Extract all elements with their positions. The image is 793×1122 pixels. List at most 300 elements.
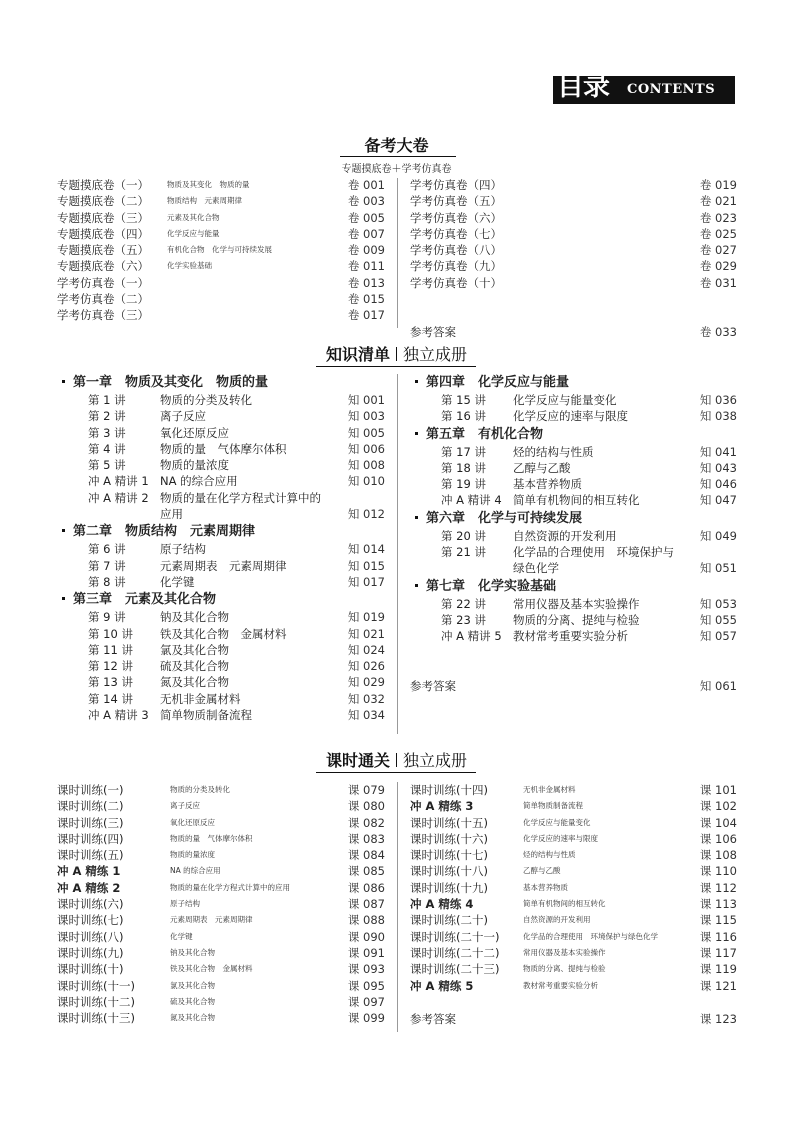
answers-page: 课 123 bbox=[699, 1011, 737, 1026]
toc-entry[interactable] bbox=[57, 945, 385, 961]
entry-note: 物质的量浓度 bbox=[170, 850, 215, 860]
entry-label: 课时训练(四) bbox=[57, 831, 124, 846]
toc-entry[interactable] bbox=[57, 831, 385, 847]
toc-entry[interactable] bbox=[410, 275, 737, 291]
lesson-entry[interactable] bbox=[57, 490, 385, 506]
toc-entry[interactable] bbox=[410, 831, 737, 847]
entry-note: 氧化还原反应 bbox=[170, 817, 215, 827]
lesson-title: 化学品的合理使用 环境保护与 bbox=[513, 545, 674, 560]
toc-entry[interactable] bbox=[57, 210, 385, 226]
entry-page: 卷 011 bbox=[347, 259, 385, 274]
entry-note: 元素及其化合物 bbox=[167, 212, 220, 222]
lesson-title: 铁及其化合物 金属材料 bbox=[160, 626, 287, 641]
bullet-icon bbox=[62, 597, 65, 600]
entry-page: 课 117 bbox=[699, 945, 737, 960]
lesson-entry[interactable] bbox=[57, 626, 385, 642]
lesson-title: 自然资源的开发利用 bbox=[513, 528, 617, 543]
toc-entry[interactable] bbox=[57, 978, 385, 994]
chapter-title: 第一章 物质及其变化 物质的量 bbox=[73, 375, 269, 390]
lesson-label: 第 8 讲 bbox=[88, 574, 126, 589]
section-exam-title: 备考大卷 bbox=[364, 136, 429, 155]
toc-entry[interactable] bbox=[57, 177, 385, 193]
answers-label: 参考答案 bbox=[410, 678, 456, 693]
lesson-title: 离子反应 bbox=[160, 409, 206, 424]
exam-left-list bbox=[57, 177, 385, 324]
lesson-page: 知 047 bbox=[699, 493, 737, 508]
toc-entry[interactable] bbox=[410, 961, 737, 977]
entry-note: 基本营养物质 bbox=[523, 882, 568, 892]
chapter-title: 第三章 元素及其化合物 bbox=[73, 592, 217, 608]
bullet-icon bbox=[415, 432, 418, 435]
lesson-label: 第 3 讲 bbox=[88, 425, 126, 440]
entry-page: 卷 007 bbox=[347, 226, 385, 241]
entry-label: 专题摸底卷（二） bbox=[57, 194, 149, 209]
chapter-heading[interactable] bbox=[410, 577, 737, 596]
lesson-title-cont: 应用 bbox=[160, 507, 183, 522]
lesson-title: 元素周期表 元素周期律 bbox=[160, 558, 287, 573]
entry-note: 无机非金属材料 bbox=[523, 785, 576, 794]
lesson-page: 知 043 bbox=[699, 460, 737, 475]
chapter-heading[interactable] bbox=[410, 373, 737, 392]
chapter-heading[interactable] bbox=[410, 425, 737, 444]
toc-entry[interactable] bbox=[57, 798, 385, 814]
entry-label: 课时训练(十五) bbox=[410, 815, 488, 830]
lesson-page: 知 019 bbox=[347, 610, 385, 625]
entry-label: 课时训练(六) bbox=[57, 897, 124, 912]
entry-note: 物质结构 元素周期律 bbox=[167, 196, 242, 206]
exam-right-list bbox=[410, 177, 737, 340]
toc-entry[interactable] bbox=[410, 242, 737, 258]
lesson-label: 第 7 讲 bbox=[88, 558, 126, 573]
lesson-page: 知 010 bbox=[347, 474, 385, 489]
entry-page: 卷 015 bbox=[347, 292, 385, 307]
section-exam-subtitle: 专题摸底卷＋学考仿真卷 bbox=[341, 164, 452, 175]
answers-label: 参考答案 bbox=[410, 324, 456, 339]
lesson-title: 氯及其化合物 bbox=[160, 642, 229, 657]
lesson-entry[interactable] bbox=[410, 476, 737, 492]
entry-label: 课时训练(二十二) bbox=[410, 945, 500, 960]
entry-label: 课时训练(二十一) bbox=[410, 929, 500, 944]
entry-note: 氯及其化合物 bbox=[170, 980, 215, 990]
lesson-label: 第 9 讲 bbox=[88, 610, 126, 625]
lesson-page: 知 017 bbox=[347, 574, 385, 589]
lesson-entry[interactable] bbox=[410, 444, 737, 460]
toc-entry[interactable] bbox=[410, 210, 737, 226]
entry-note: 化学品的合理使用 环境保护与绿色化学 bbox=[523, 931, 658, 941]
toc-entry[interactable] bbox=[57, 896, 385, 912]
lesson-page: 知 021 bbox=[347, 626, 385, 641]
entry-page: 课 079 bbox=[347, 783, 385, 797]
lesson-title: 化学反应的速率与限度 bbox=[513, 409, 628, 424]
lesson-entry[interactable] bbox=[410, 544, 737, 560]
entry-label: 冲 A 精练 3 bbox=[410, 799, 474, 814]
toc-entry[interactable] bbox=[57, 929, 385, 945]
lesson-title: 氮及其化合物 bbox=[160, 675, 229, 690]
entry-label: 课时训练(十九) bbox=[410, 880, 488, 895]
lesson-title: 物质的量浓度 bbox=[160, 458, 229, 473]
toc-entry[interactable] bbox=[410, 880, 737, 896]
lesson-label: 冲 A 精讲 5 bbox=[441, 629, 502, 644]
toc-entry[interactable] bbox=[410, 847, 737, 863]
entry-label: 课时训练(五) bbox=[57, 848, 124, 863]
lesson-label: 第 22 讲 bbox=[441, 596, 486, 611]
divider bbox=[340, 156, 456, 157]
section-knowledge-sub: 独立成册 bbox=[403, 345, 468, 364]
lessons-right-list bbox=[410, 782, 737, 1027]
entry-note: 物质及其变化 物质的量 bbox=[167, 180, 250, 189]
lesson-label: 第 17 讲 bbox=[441, 444, 486, 459]
entry-label: 专题摸底卷（六） bbox=[57, 259, 149, 274]
lesson-label: 第 16 讲 bbox=[441, 409, 486, 424]
entry-label: 学考仿真卷（二） bbox=[57, 292, 149, 307]
entry-label: 学考仿真卷（七） bbox=[410, 226, 502, 241]
entry-note: 物质的分离、提纯与检验 bbox=[523, 964, 606, 974]
lesson-title: 化学键 bbox=[160, 574, 195, 589]
entry-page: 卷 003 bbox=[347, 194, 385, 209]
chapter-title: 第五章 有机化合物 bbox=[426, 426, 544, 442]
toc-entry[interactable] bbox=[57, 258, 385, 274]
lesson-entry[interactable] bbox=[410, 612, 737, 628]
entry-note: 化学键 bbox=[170, 931, 193, 941]
bullet-icon bbox=[62, 380, 65, 383]
lesson-page: 知 038 bbox=[699, 409, 737, 424]
entry-label: 课时训练(十) bbox=[57, 962, 124, 977]
lesson-entry[interactable] bbox=[57, 441, 385, 457]
toc-entry[interactable] bbox=[57, 193, 385, 209]
lesson-entry[interactable] bbox=[57, 425, 385, 441]
lesson-entry[interactable] bbox=[57, 574, 385, 590]
entry-page: 卷 029 bbox=[699, 259, 737, 274]
entry-page: 卷 025 bbox=[699, 226, 737, 241]
lesson-entry[interactable] bbox=[57, 658, 385, 674]
entry-page: 课 110 bbox=[699, 864, 737, 879]
entry-note: 离子反应 bbox=[170, 801, 200, 811]
entry-page: 课 080 bbox=[347, 799, 385, 814]
entry-note: 铁及其化合物 金属材料 bbox=[170, 964, 253, 974]
toc-entry[interactable] bbox=[410, 798, 737, 814]
entry-label: 专题摸底卷（四） bbox=[57, 226, 149, 241]
toc-entry[interactable] bbox=[410, 945, 737, 961]
toc-entry[interactable] bbox=[410, 815, 737, 831]
bullet-icon bbox=[415, 516, 418, 519]
section-lessons-title bbox=[0, 748, 793, 771]
toc-entry[interactable] bbox=[57, 847, 385, 863]
entry-label: 学考仿真卷（八） bbox=[410, 243, 502, 258]
column-divider bbox=[397, 782, 398, 1032]
entry-page: 课 106 bbox=[699, 831, 737, 846]
lesson-label: 第 2 讲 bbox=[88, 409, 126, 424]
lesson-title: 物质的分离、提纯与检验 bbox=[513, 612, 640, 627]
lesson-page: 知 015 bbox=[347, 558, 385, 573]
toc-entry[interactable] bbox=[57, 275, 385, 291]
lesson-label: 冲 A 精讲 4 bbox=[441, 493, 502, 508]
entry-label: 课时训练(七) bbox=[57, 913, 124, 928]
lesson-title: 氧化还原反应 bbox=[160, 425, 229, 440]
lesson-page: 知 001 bbox=[347, 393, 385, 407]
entry-page: 课 104 bbox=[699, 815, 737, 830]
entry-note: 氮及其化合物 bbox=[170, 1013, 215, 1023]
entry-page: 课 084 bbox=[347, 848, 385, 863]
lesson-entry[interactable] bbox=[57, 558, 385, 574]
entry-page: 课 083 bbox=[347, 831, 385, 846]
entry-label: 学考仿真卷（四） bbox=[410, 178, 502, 192]
lesson-title: 简单物质制备流程 bbox=[160, 708, 252, 723]
entry-page: 课 108 bbox=[699, 848, 737, 863]
entry-note: 简单有机物间的相互转化 bbox=[523, 899, 606, 909]
lesson-entry[interactable] bbox=[57, 457, 385, 473]
lesson-page: 知 029 bbox=[347, 675, 385, 690]
lesson-page: 知 032 bbox=[347, 691, 385, 706]
entry-label: 学考仿真卷（三） bbox=[57, 308, 149, 323]
lesson-title: 教材常考重要实验分析 bbox=[513, 629, 628, 644]
toc-entry[interactable] bbox=[57, 242, 385, 258]
bullet-icon bbox=[415, 380, 418, 383]
chapter-heading[interactable] bbox=[57, 373, 385, 392]
lesson-entry[interactable] bbox=[57, 408, 385, 424]
lesson-entry[interactable] bbox=[57, 674, 385, 690]
entry-label: 课时训练(二十三) bbox=[410, 962, 500, 977]
lesson-label: 第 5 讲 bbox=[88, 458, 126, 473]
lesson-entry[interactable] bbox=[57, 691, 385, 707]
lesson-page: 知 051 bbox=[699, 561, 737, 576]
lesson-entry[interactable] bbox=[410, 596, 737, 612]
toc-entry[interactable] bbox=[57, 291, 385, 307]
lesson-title: 烃的结构与性质 bbox=[513, 444, 594, 459]
entry-label: 课时训练(九) bbox=[57, 945, 124, 960]
entry-label: 课时训练(二) bbox=[57, 799, 124, 814]
lesson-entry[interactable] bbox=[410, 628, 737, 644]
entry-label: 课时训练(十三) bbox=[57, 1011, 135, 1026]
chapter-title: 第七章 化学实验基础 bbox=[426, 578, 557, 594]
lesson-page: 知 053 bbox=[699, 596, 737, 611]
entry-label: 课时训练(三) bbox=[57, 815, 124, 830]
lesson-entry[interactable] bbox=[410, 460, 737, 476]
answers-entry[interactable] bbox=[410, 678, 737, 694]
chapter-title: 第二章 物质结构 元素周期律 bbox=[73, 524, 256, 540]
lesson-entry[interactable] bbox=[57, 609, 385, 625]
knowledge-left-list bbox=[57, 373, 385, 723]
entry-page: 课 121 bbox=[699, 978, 737, 993]
entry-label: 冲 A 精练 5 bbox=[410, 978, 474, 993]
toc-entry[interactable] bbox=[57, 307, 385, 323]
entry-label: 课时训练(十八) bbox=[410, 864, 488, 879]
entry-note: 乙醇与乙酸 bbox=[523, 866, 561, 876]
entry-note: 烃的结构与性质 bbox=[523, 850, 576, 860]
toc-entry[interactable] bbox=[410, 929, 737, 945]
entry-page: 卷 027 bbox=[699, 243, 737, 258]
lesson-page: 知 003 bbox=[347, 409, 385, 424]
toc-entry[interactable] bbox=[57, 226, 385, 242]
lesson-page: 知 024 bbox=[347, 642, 385, 657]
entry-page: 课 087 bbox=[347, 897, 385, 912]
entry-page: 课 119 bbox=[699, 962, 737, 977]
entry-page: 课 093 bbox=[347, 962, 385, 977]
entry-note: 简单物质制备流程 bbox=[523, 801, 583, 811]
entry-page: 卷 005 bbox=[347, 210, 385, 225]
toc-entry[interactable] bbox=[410, 193, 737, 209]
entry-page: 课 099 bbox=[347, 1011, 385, 1026]
lesson-page: 知 008 bbox=[347, 458, 385, 473]
lesson-label: 第 4 讲 bbox=[88, 441, 126, 456]
entry-page: 课 112 bbox=[699, 880, 737, 895]
toc-entry[interactable] bbox=[57, 912, 385, 928]
lesson-page: 知 005 bbox=[347, 425, 385, 440]
entry-label: 学考仿真卷（五） bbox=[410, 194, 502, 209]
entry-label: 课时训练(十四) bbox=[410, 783, 488, 797]
lesson-label: 第 14 讲 bbox=[88, 691, 133, 706]
entry-page: 课 088 bbox=[347, 913, 385, 928]
entry-note: 原子结构 bbox=[170, 899, 200, 909]
entry-page: 卷 017 bbox=[347, 308, 385, 323]
entry-note: 自然资源的开发利用 bbox=[523, 915, 591, 925]
lesson-entry-cont bbox=[57, 506, 385, 522]
entry-label: 课时训练(十六) bbox=[410, 831, 488, 846]
lesson-title: 物质的量 气体摩尔体积 bbox=[160, 441, 287, 456]
toc-entry[interactable] bbox=[57, 815, 385, 831]
lesson-label: 第 18 讲 bbox=[441, 460, 486, 475]
toc-entry[interactable] bbox=[57, 782, 385, 798]
lesson-entry[interactable] bbox=[57, 541, 385, 557]
entry-label: 专题摸底卷（三） bbox=[57, 210, 149, 225]
chapter-heading[interactable] bbox=[410, 509, 737, 528]
lesson-label: 冲 A 精讲 2 bbox=[88, 490, 149, 505]
lesson-page: 知 006 bbox=[347, 441, 385, 456]
entry-note: 常用仪器及基本实验操作 bbox=[523, 947, 606, 957]
entry-note: 元素周期表 元素周期律 bbox=[170, 915, 253, 925]
lesson-label: 第 20 讲 bbox=[441, 528, 486, 543]
lesson-page: 知 026 bbox=[347, 659, 385, 674]
entry-label: 课时训练(二十) bbox=[410, 913, 488, 928]
entry-page: 课 085 bbox=[347, 864, 385, 879]
lesson-title: 无机非金属材料 bbox=[160, 691, 241, 706]
lesson-page: 知 012 bbox=[347, 507, 385, 522]
lesson-title: 基本营养物质 bbox=[513, 477, 582, 492]
entry-page: 课 090 bbox=[347, 929, 385, 944]
chapter-title: 第四章 化学反应与能量 bbox=[426, 375, 570, 390]
lesson-page: 知 046 bbox=[699, 477, 737, 492]
lesson-entry[interactable] bbox=[410, 492, 737, 508]
lesson-entry-cont bbox=[410, 560, 737, 576]
entry-label: 专题摸底卷（五） bbox=[57, 243, 149, 258]
entry-page: 卷 023 bbox=[699, 210, 737, 225]
lesson-label: 第 10 讲 bbox=[88, 626, 133, 641]
chapter-heading[interactable] bbox=[57, 590, 385, 609]
entry-page: 课 102 bbox=[699, 799, 737, 814]
divider bbox=[316, 772, 476, 773]
toc-entry[interactable] bbox=[410, 226, 737, 242]
lesson-page: 知 057 bbox=[699, 629, 737, 644]
section-lessons-main: 课时通关 bbox=[325, 751, 390, 770]
toc-entry[interactable] bbox=[410, 863, 737, 879]
entry-page: 课 116 bbox=[699, 929, 737, 944]
entry-page: 课 115 bbox=[699, 913, 737, 928]
entry-label: 冲 A 精练 4 bbox=[410, 897, 474, 912]
lesson-entry[interactable] bbox=[57, 392, 385, 408]
entry-label: 学考仿真卷（一） bbox=[57, 275, 149, 290]
lesson-page: 知 055 bbox=[699, 612, 737, 627]
bullet-icon bbox=[62, 529, 65, 532]
knowledge-right-list bbox=[410, 373, 737, 694]
toc-entry[interactable] bbox=[410, 912, 737, 928]
lesson-entry[interactable] bbox=[410, 392, 737, 408]
entry-page: 卷 013 bbox=[347, 275, 385, 290]
entry-label: 学考仿真卷（六） bbox=[410, 210, 502, 225]
toc-entry[interactable] bbox=[57, 961, 385, 977]
lesson-label: 第 19 讲 bbox=[441, 477, 486, 492]
entry-note: 教材常考重要实验分析 bbox=[523, 980, 598, 990]
entry-page: 卷 001 bbox=[347, 178, 385, 192]
answers-entry[interactable] bbox=[410, 324, 737, 340]
toc-entry[interactable] bbox=[410, 177, 737, 193]
lesson-label: 第 21 讲 bbox=[441, 545, 486, 560]
chapter-title: 第六章 化学与可持续发展 bbox=[426, 510, 583, 526]
entry-note: 化学反应与能量变化 bbox=[523, 817, 591, 827]
section-knowledge-main: 知识清单 bbox=[325, 345, 390, 364]
entry-page: 课 113 bbox=[699, 897, 737, 912]
entry-note: 化学实验基础 bbox=[167, 261, 212, 271]
toc-entry[interactable] bbox=[57, 880, 385, 896]
lesson-entry[interactable] bbox=[57, 473, 385, 489]
entry-page: 课 082 bbox=[347, 815, 385, 830]
entry-page: 课 101 bbox=[699, 783, 737, 797]
divider bbox=[316, 366, 476, 367]
toc-entry[interactable] bbox=[57, 994, 385, 1010]
lesson-label: 第 23 讲 bbox=[441, 612, 486, 627]
logo-cn: 目录 bbox=[557, 71, 609, 102]
toc-entry[interactable] bbox=[410, 258, 737, 274]
logo-en: CONTENTS bbox=[627, 82, 716, 97]
toc-entry[interactable] bbox=[410, 896, 737, 912]
entry-note: 化学反应与能量 bbox=[167, 228, 220, 238]
toc-entry[interactable] bbox=[410, 978, 737, 994]
lesson-page: 知 036 bbox=[699, 393, 737, 407]
column-divider bbox=[397, 374, 398, 734]
toc-entry[interactable] bbox=[57, 1010, 385, 1026]
toc-entry[interactable] bbox=[410, 782, 737, 798]
answers-page: 知 061 bbox=[699, 678, 737, 693]
answers-page: 卷 033 bbox=[699, 324, 737, 339]
entry-note: 有机化合物 化学与可持续发展 bbox=[167, 245, 272, 255]
lesson-entry[interactable] bbox=[57, 642, 385, 658]
entry-label: 学考仿真卷（九） bbox=[410, 259, 502, 274]
lesson-entry[interactable] bbox=[410, 408, 737, 424]
lesson-label: 冲 A 精讲 1 bbox=[88, 474, 149, 489]
lessons-left-list bbox=[57, 782, 385, 1026]
entry-page: 卷 009 bbox=[347, 243, 385, 258]
entry-note: 物质的量 气体摩尔体积 bbox=[170, 833, 253, 843]
lesson-entry[interactable] bbox=[410, 528, 737, 544]
section-lessons-sub: 独立成册 bbox=[403, 751, 468, 770]
toc-entry[interactable] bbox=[57, 863, 385, 879]
lesson-entry[interactable] bbox=[57, 707, 385, 723]
contents-logo bbox=[553, 71, 735, 104]
entry-label: 冲 A 精练 2 bbox=[57, 880, 121, 895]
lesson-title: 常用仪器及基本实验操作 bbox=[513, 596, 640, 611]
lesson-page: 知 014 bbox=[347, 542, 385, 557]
answers-entry[interactable] bbox=[410, 1011, 737, 1027]
answers-label: 参考答案 bbox=[410, 1011, 456, 1026]
lesson-title: 物质的量在化学方程式计算中的 bbox=[160, 490, 321, 505]
entry-label: 课时训练(八) bbox=[57, 929, 124, 944]
entry-label: 课时训练(一) bbox=[57, 783, 124, 797]
entry-label: 冲 A 精练 1 bbox=[57, 864, 121, 879]
entry-page: 卷 031 bbox=[699, 275, 737, 290]
entry-page: 课 086 bbox=[347, 880, 385, 895]
chapter-heading[interactable] bbox=[57, 522, 385, 541]
lesson-page: 知 041 bbox=[699, 444, 737, 459]
lesson-title: 钠及其化合物 bbox=[160, 610, 229, 625]
entry-page: 卷 021 bbox=[699, 194, 737, 209]
